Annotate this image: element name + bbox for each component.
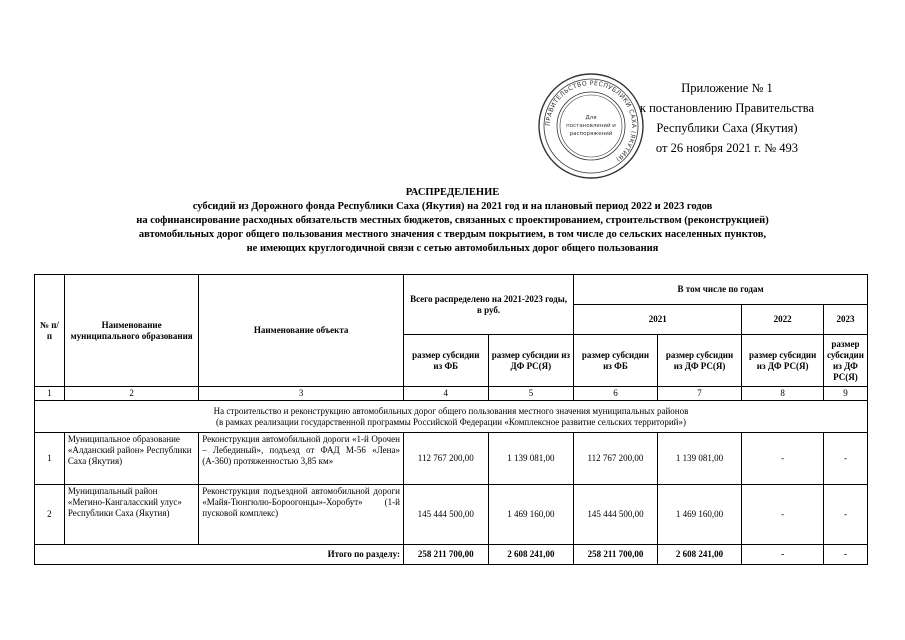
subheader-2023-df: размер субсидии из ДФ РС(Я) [823,335,867,387]
column-number: 6 [574,387,658,401]
column-number: 7 [657,387,742,401]
column-number: 8 [742,387,824,401]
header-year-2022: 2022 [742,305,824,335]
document-heading [0,186,905,256]
table-row [35,485,868,545]
appendix-line: Приложение № 1 [681,81,773,95]
total-2022-df: - [742,545,824,565]
row-object: Реконструкция автомобильной дороги «1-й Орочен – Лебединый», подъезд от ФАД М-56 «Лена» (А-360) протяженностью 3,85 км» [199,433,404,485]
header-total: Всего распределено на 2021-2023 годы, в руб. [403,275,573,335]
header-year-2021: 2021 [574,305,742,335]
subheader-total-df: размер субсидии из ДФ РС(Я) [488,335,574,387]
row-total-fb: 112 767 200,00 [403,433,488,485]
total-2021-df: 2 608 241,00 [657,545,742,565]
appendix-block [637,78,817,158]
row-municipality: Муниципальный район «Мегино-Кангаласский улус» Республики Саха (Якутия) [64,485,198,545]
official-seal-stamp [537,72,645,180]
row-2023-df: - [823,485,867,545]
seal-center-line: постановлений и [566,123,616,129]
header-municipality: Наименование муниципального образования [64,275,198,387]
heading-line: субсидий из Дорожного фонда Республики Саха (Якутия) на 2021 год и на плановый период 2022 и 2023 годов [192,201,713,212]
total-label: Итого по разделу: [35,545,404,565]
row-total-fb: 145 444 500,00 [403,485,488,545]
header-by-years: В том числе по годам [574,275,868,305]
subsidy-distribution-table [34,274,868,565]
total-row [35,545,868,565]
total-df: 2 608 241,00 [488,545,574,565]
total-2023-df: - [823,545,867,565]
row-2022-df: - [742,433,824,485]
row-total-df: 1 139 081,00 [488,433,574,485]
row-object: Реконструкция подъездной автомобильной дороги «Майя-Тюнгюлю-Бороогонцы»-Хоробут» (1-й пусковой комплекс) [199,485,404,545]
row-2021-fb: 112 767 200,00 [574,433,658,485]
header-number: № п/п [35,275,65,387]
seal-center-line: распоряжений [569,131,613,137]
row-2021-df: 1 469 160,00 [657,485,742,545]
section-title [35,401,868,433]
section-row [35,401,868,433]
column-number: 1 [35,387,65,401]
column-number: 4 [403,387,488,401]
column-numbers-row [35,387,868,401]
seal-ring-text: ПРАВИТЕЛЬСТВО РЕСПУБЛИКИ САХА (ЯКУТИЯ) [544,79,638,163]
heading-line: на софинансирование расходных обязательств местных бюджетов, связанных с проектированием, строительством (реконструкцией) [136,215,769,226]
seal-center-line: Для [585,115,597,121]
row-2022-df: - [742,485,824,545]
row-number: 1 [35,433,65,485]
row-2021-fb: 145 444 500,00 [574,485,658,545]
section-line: (в рамках реализации государственной программы Российской Федерации «Комплексное развитие сельских территорий») [216,416,686,427]
row-municipality: Муниципальное образование «Алданский район» Республики Саха (Якутия) [64,433,198,485]
heading-line: не имеющих круглогодичной связи с сетью автомобильных дорог общего пользования [246,243,659,254]
total-2021-fb: 258 211 700,00 [574,545,658,565]
document-title: РАСПРЕДЕЛЕНИЕ [405,187,500,198]
subheader-total-fb: размер субсидии из ФБ [403,335,488,387]
row-2021-df: 1 139 081,00 [657,433,742,485]
subheader-2021-df: размер субсидии из ДФ РС(Я) [657,335,742,387]
subheader-2021-fb: размер субсидии из ФБ [574,335,658,387]
column-number: 2 [64,387,198,401]
column-number: 3 [199,387,404,401]
heading-line: автомобильных дорог общего пользования местного значения с твердым покрытием, в том числе до сельских населенных пунктов, [138,229,767,240]
row-number: 2 [35,485,65,545]
row-total-df: 1 469 160,00 [488,485,574,545]
appendix-line: от 26 ноября 2021 г. № 493 [655,141,799,155]
appendix-line: к постановлению Правительства [639,101,815,115]
column-number: 5 [488,387,574,401]
appendix-line: Республики Саха (Якутия) [656,121,798,135]
total-fb: 258 211 700,00 [403,545,488,565]
section-line: На строительство и реконструкцию автомобильных дорог общего пользования местного значения муниципальных районов [213,405,689,416]
header-year-2023: 2023 [823,305,867,335]
row-2023-df: - [823,433,867,485]
column-number: 9 [823,387,867,401]
subheader-2022-df: размер субсидии из ДФ РС(Я) [742,335,824,387]
table-row [35,433,868,485]
header-object: Наименование объекта [199,275,404,387]
